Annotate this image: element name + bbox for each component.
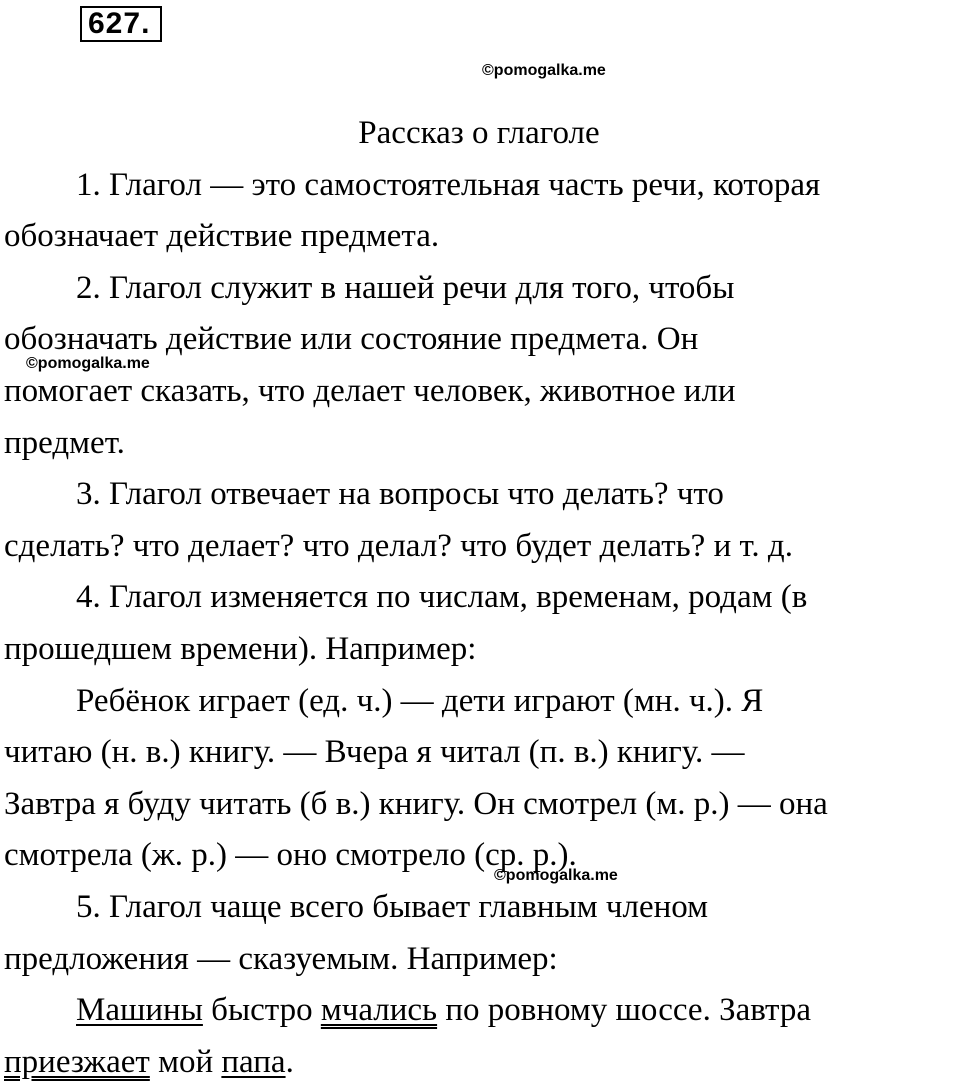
example-1-line-2: читаю (н. в.) книгу. — Вчера я читал (п. в.) книгу. —: [4, 734, 745, 771]
paragraph-2-line-3: помогает сказать, что делает человек, животное или: [4, 372, 736, 409]
example-2-line-1: [4, 985, 960, 1037]
document-title: Рассказ о глаголе: [358, 115, 600, 151]
example-text: быстро: [202, 992, 321, 1029]
paragraph-2-line-2: обозначать действие или состояние предмета. Он: [4, 321, 699, 358]
paragraph-2-line-4: предмет.: [4, 424, 125, 461]
paragraph-1-line-2: обозначает действие предмета.: [4, 218, 440, 255]
document-text: [4, 108, 960, 1088]
watermark-middle: ©pomogalka.me: [26, 355, 150, 372]
example-1-line-3: Завтра я буду читать (б в.) книгу. Он смотрел (м. р.) — она: [4, 785, 828, 822]
paragraph-4-line-2: прошедшем времени). Например:: [4, 630, 477, 667]
example-text: по ровному шоссе. Завтра: [437, 992, 811, 1029]
example-text: .: [285, 1043, 294, 1080]
watermark-top: ©pomogalka.me: [482, 62, 606, 79]
subject-word-mashiny: Машины: [76, 992, 203, 1029]
example-1-line-4: смотрела (ж. р.) — оно смотрело (ср. р.).: [4, 837, 577, 874]
paragraph-5-line-1: 5. Глагол чаще всего бывает главным членом: [76, 888, 709, 925]
watermark-bottom: ©pomogalka.me: [494, 867, 618, 884]
paragraph-2-line-1: 2. Глагол служит в нашей речи для того, чтобы: [76, 269, 735, 306]
predicate-word-priezzhaet: приезжает: [4, 1043, 150, 1080]
example-1-line-1: Ребёнок играет (ед. ч.) — дети играют (мн. ч.). Я: [76, 682, 764, 719]
paragraph-3-line-1: 3. Глагол отвечает на вопросы что делать? что: [76, 476, 724, 513]
example-2-line-2: [4, 1037, 960, 1088]
predicate-word-mchalis: мчались: [320, 992, 438, 1029]
example-text: мой: [149, 1043, 222, 1080]
exercise-number-box: [80, 6, 162, 42]
paragraph-1-line-1: 1. Глагол — это самостоятельная часть речи, которая: [76, 166, 821, 203]
paragraph-4-line-1: 4. Глагол изменяется по числам, временам, родам (в: [76, 579, 808, 616]
paragraph-3-line-2: сделать? что делает? что делал? что будет делать? и т. д.: [4, 527, 793, 564]
exercise-number: 627: [88, 7, 142, 40]
exercise-number-dot: .: [141, 7, 151, 40]
subject-word-papa: папа: [221, 1043, 286, 1080]
paragraph-5-line-2: предложения — сказуемым. Например:: [4, 940, 558, 977]
